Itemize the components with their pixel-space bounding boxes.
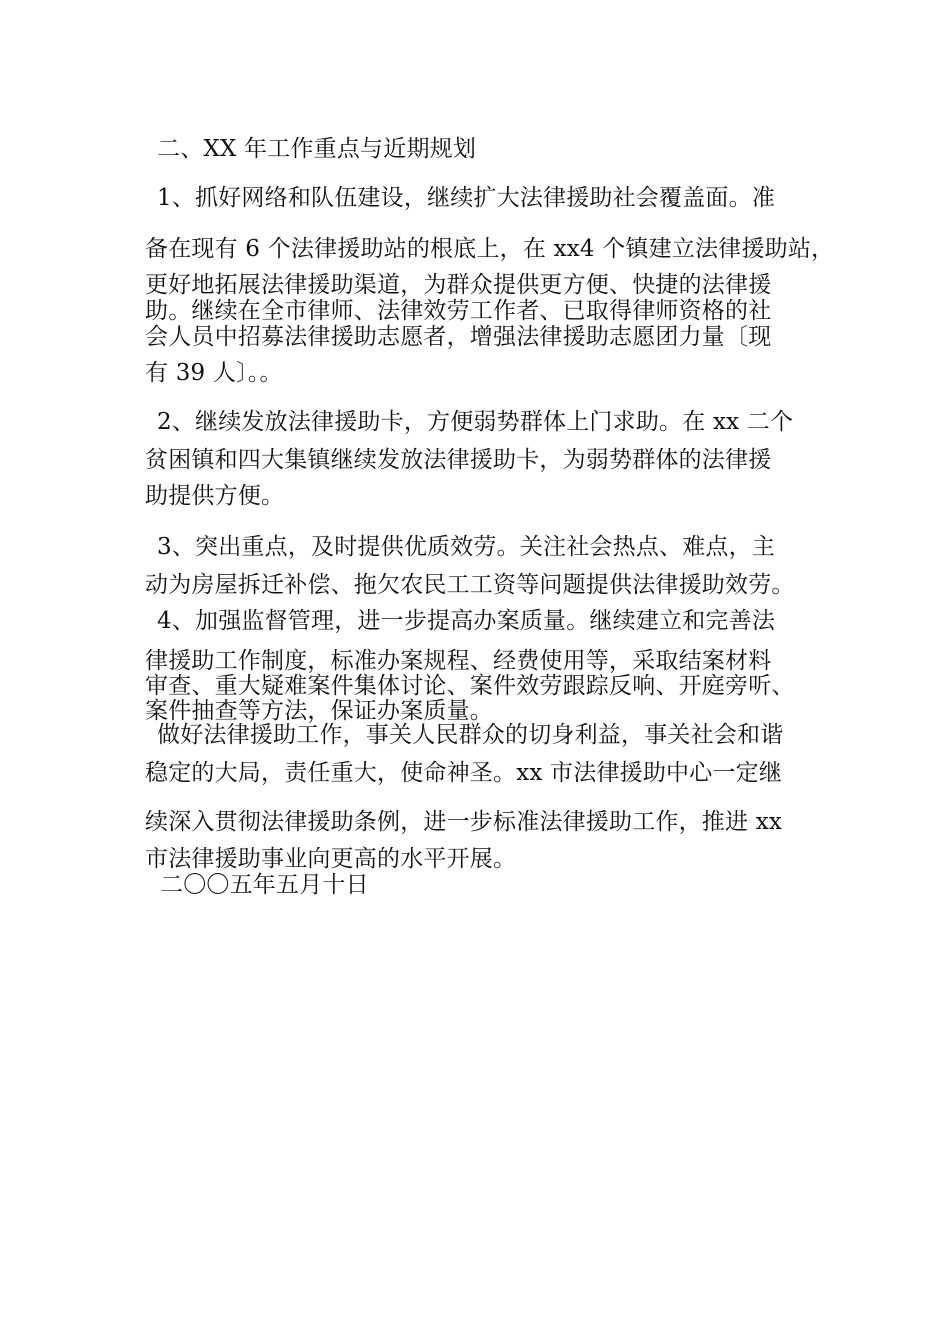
text-line: 稳定的大局，责任重大，使命神圣。xx 市法律援助中心一定继 xyxy=(145,760,783,786)
text-line: 备在现有 6 个法律援助站的根底上，在 xx4 个镇建立法律援助站， xyxy=(145,236,835,262)
text-line: 4、加强监督管理，进一步提高办案质量。继续建立和完善法 xyxy=(157,608,776,634)
document-date: 二〇〇五年五月十日 xyxy=(160,872,369,898)
text-line: 案件抽查等方法，保证办案质量。 xyxy=(145,698,493,724)
text-line: 律援助工作制度，标准办案规程、经费使用等，采取结案材料 xyxy=(145,648,772,674)
section-heading: 二、XX 年工作重点与近期规划 xyxy=(157,136,477,162)
text-line: 做好法律援助工作，事关人民群众的切身利益，事关社会和谐 xyxy=(157,722,784,748)
text-line: 审查、重大疑难案件集体讨论、案件效劳跟踪反响、开庭旁听、 xyxy=(145,673,795,699)
text-line: 有 39 人〕。。 xyxy=(145,360,283,386)
text-line: 2、继续发放法律援助卡，方便弱势群体上门求助。在 xx 二个 xyxy=(157,409,794,435)
text-line: 会人员中招募法律援助志愿者，增强法律援助志愿团力量〔现 xyxy=(145,324,772,350)
text-line: 动为房屋拆迁补偿、拖欠农民工工资等问题提供法律援助效劳。 xyxy=(145,572,795,598)
text-line: 更好地拓展法律援助渠道，为群众提供更方便、快捷的法律援 xyxy=(145,272,772,298)
text-line: 3、突出重点，及时提供优质效劳。关注社会热点、难点，主 xyxy=(157,534,776,560)
text-line: 助提供方便。 xyxy=(145,483,285,509)
text-line: 助。继续在全市律师、法律效劳工作者、已取得律师资格的社 xyxy=(145,298,772,324)
text-line: 市法律援助事业向更高的水平开展。 xyxy=(145,846,517,872)
text-line: 1、抓好网络和队伍建设，继续扩大法律援助社会覆盖面。准 xyxy=(157,185,776,211)
text-line: 续深入贯彻法律援助条例，进一步标准法律援助工作，推进 xx xyxy=(145,809,783,835)
text-line: 贫困镇和四大集镇继续发放法律援助卡，为弱势群体的法律援 xyxy=(145,447,772,473)
